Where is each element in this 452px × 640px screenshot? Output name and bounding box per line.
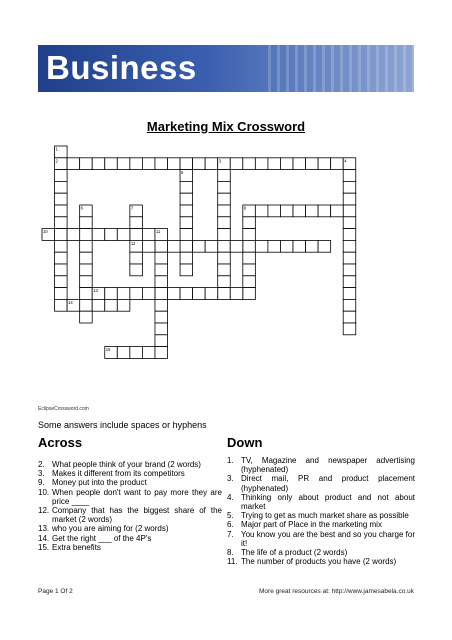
across-heading: Across xyxy=(38,435,83,450)
grid-cell[interactable] xyxy=(180,229,193,241)
grid-cell[interactable] xyxy=(343,264,356,276)
down-clue-list xyxy=(227,456,415,566)
clue-number-label: 1 xyxy=(55,146,58,152)
grid-cell[interactable] xyxy=(55,288,68,300)
grid-cell[interactable] xyxy=(55,217,68,229)
grid-cell[interactable] xyxy=(343,288,356,300)
grid-cell[interactable] xyxy=(230,240,243,252)
grid-cell[interactable] xyxy=(205,158,218,170)
clue-number: 15. xyxy=(38,542,50,552)
grid-cell[interactable] xyxy=(130,158,143,170)
grid-cell[interactable] xyxy=(155,264,168,276)
eclipse-credit: EclipseCrossword.com xyxy=(38,406,89,412)
grid-cell[interactable] xyxy=(243,264,256,276)
grid-cell[interactable] xyxy=(117,229,130,241)
grid-cell[interactable] xyxy=(55,170,68,182)
grid-cell[interactable] xyxy=(218,205,231,217)
clue-number-label: 10 xyxy=(43,229,48,235)
grid-cell[interactable] xyxy=(180,252,193,264)
clue-number: 13. xyxy=(38,524,50,534)
grid-cell[interactable] xyxy=(193,158,206,170)
clue-text: Thinking only about product and not about market xyxy=(241,492,415,512)
grid-cell[interactable] xyxy=(142,347,155,359)
clue-text: TV, Magazine and newspaper advertising (hyphenated) xyxy=(241,456,415,475)
grid-cell[interactable] xyxy=(180,264,193,276)
across-clue xyxy=(38,460,222,469)
grid-cell[interactable] xyxy=(343,193,356,205)
grid-cell[interactable] xyxy=(117,299,130,311)
clue-number-label: 5 xyxy=(181,170,184,176)
grid-cell[interactable] xyxy=(155,347,168,359)
clue-text: Direct mail, PR and product placement (hyphenated) xyxy=(241,474,415,493)
clue-number-label: 3 xyxy=(218,158,222,164)
clue-number: 9. xyxy=(38,478,45,488)
grid-cell[interactable] xyxy=(343,252,356,264)
grid-cell[interactable] xyxy=(293,205,306,217)
grid-cell[interactable] xyxy=(55,193,68,205)
across-clue xyxy=(38,506,222,524)
grid-cell[interactable] xyxy=(343,205,356,217)
grid-cell[interactable] xyxy=(105,229,118,241)
grid-cell[interactable] xyxy=(218,170,231,182)
down-clue xyxy=(227,456,415,474)
grid-cell[interactable] xyxy=(255,240,268,252)
grid-cell[interactable] xyxy=(142,288,155,300)
grid-cell[interactable] xyxy=(205,288,218,300)
hyphen-note: Some answers include spaces or hyphens xyxy=(38,420,207,430)
clue-number: 2. xyxy=(38,460,45,469)
grid-cell[interactable] xyxy=(55,181,68,193)
grid-cell[interactable] xyxy=(130,229,143,241)
clue-number-label: 2 xyxy=(55,158,58,164)
grid-cell[interactable] xyxy=(243,229,256,241)
clue-number-label: 7 xyxy=(130,205,134,211)
grid-cell[interactable] xyxy=(193,288,206,300)
grid-cell[interactable] xyxy=(168,158,181,170)
grid-cell[interactable] xyxy=(142,240,155,252)
down-clue xyxy=(227,548,415,557)
clue-text: What people think of your brand (2 words) xyxy=(52,460,201,469)
grid-cell[interactable] xyxy=(155,252,168,264)
grid-cell[interactable] xyxy=(155,323,168,335)
grid-cell[interactable] xyxy=(306,158,319,170)
grid-cell[interactable] xyxy=(268,240,281,252)
grid-cell[interactable] xyxy=(243,252,256,264)
grid-cell[interactable] xyxy=(306,205,319,217)
grid-cell[interactable] xyxy=(80,299,93,311)
grid-cell[interactable] xyxy=(343,170,356,182)
grid-cell[interactable] xyxy=(80,158,93,170)
clue-text: Trying to get as much market share as possible xyxy=(241,511,409,521)
clue-number: 3. xyxy=(38,469,45,479)
grid-cell[interactable] xyxy=(218,217,231,229)
clue-number: 4. xyxy=(227,492,234,502)
clue-number: 8. xyxy=(227,548,234,558)
grid-cell[interactable] xyxy=(130,288,143,300)
grid-cell[interactable] xyxy=(117,347,130,359)
down-clue xyxy=(227,520,415,529)
clue-text: Company that has the biggest share of the market (2 words) xyxy=(52,506,222,525)
grid-cell[interactable] xyxy=(205,240,218,252)
clue-number: 14. xyxy=(38,533,50,543)
grid-cell[interactable] xyxy=(117,158,130,170)
across-clue xyxy=(38,534,222,543)
clue-number: 3. xyxy=(227,474,234,484)
clue-number-label: 14 xyxy=(68,300,73,305)
grid-cell[interactable] xyxy=(343,229,356,241)
grid-cell[interactable] xyxy=(318,240,331,252)
grid-cell[interactable] xyxy=(67,158,80,170)
grid-cell[interactable] xyxy=(92,229,105,241)
grid-cell[interactable] xyxy=(193,240,206,252)
grid-cell[interactable] xyxy=(243,240,256,252)
grid-cell[interactable] xyxy=(80,240,93,252)
across-clue xyxy=(38,524,222,533)
grid-cell[interactable] xyxy=(243,158,256,170)
clue-text: Major part of Place in the marketing mix xyxy=(241,520,382,530)
grid-cell[interactable] xyxy=(180,288,193,300)
across-clue xyxy=(38,543,222,552)
clue-text: The number of products you have (2 words) xyxy=(241,557,397,567)
down-clue xyxy=(227,474,415,492)
across-clue-list xyxy=(38,460,222,552)
grid-cell[interactable] xyxy=(80,252,93,264)
down-clue xyxy=(227,557,415,566)
grid-cell[interactable] xyxy=(55,276,68,288)
grid-cell[interactable] xyxy=(180,193,193,205)
grid-cell[interactable] xyxy=(218,264,231,276)
grid-cell[interactable] xyxy=(268,205,281,217)
across-clue xyxy=(38,488,222,506)
grid-cell[interactable] xyxy=(130,217,143,229)
grid-cell[interactable] xyxy=(230,288,243,300)
grid-cell[interactable] xyxy=(168,240,181,252)
grid-cell[interactable] xyxy=(55,299,68,311)
grid-cell[interactable] xyxy=(55,264,68,276)
grid-cell[interactable] xyxy=(105,288,118,300)
page-number: Page 1 Of 2 xyxy=(38,588,73,595)
down-heading: Down xyxy=(227,435,263,450)
grid-cell[interactable] xyxy=(343,240,356,252)
grid-cell[interactable] xyxy=(105,158,118,170)
clue-number: 7. xyxy=(227,529,234,539)
grid-cell[interactable] xyxy=(155,158,168,170)
grid-cell[interactable] xyxy=(80,264,93,276)
clue-text: Extra benefits xyxy=(52,542,101,552)
clue-number-label: 13 xyxy=(93,288,98,294)
grid-cell[interactable] xyxy=(130,347,143,359)
grid-cell[interactable] xyxy=(331,205,344,217)
grid-cell[interactable] xyxy=(218,181,231,193)
grid-cell[interactable] xyxy=(92,299,105,311)
grid-cell[interactable] xyxy=(55,229,68,241)
grid-cell[interactable] xyxy=(218,252,231,264)
grid-cell[interactable] xyxy=(343,276,356,288)
clue-text: Get the right ___ of the 4P's xyxy=(52,533,152,543)
grid-cell[interactable] xyxy=(67,229,80,241)
grid-cell[interactable] xyxy=(255,205,268,217)
grid-cell[interactable] xyxy=(168,288,181,300)
grid-cell[interactable] xyxy=(218,276,231,288)
grid-cell[interactable] xyxy=(218,193,231,205)
grid-cell[interactable] xyxy=(318,205,331,217)
grid-cell[interactable] xyxy=(343,299,356,311)
grid-cell[interactable] xyxy=(218,240,231,252)
clue-number-label: 11 xyxy=(155,229,161,235)
grid-cell[interactable] xyxy=(343,217,356,229)
grid-cell[interactable] xyxy=(280,158,293,170)
clue-number-label: 12 xyxy=(130,241,136,246)
grid-cell[interactable] xyxy=(318,158,331,170)
grid-cell[interactable] xyxy=(105,299,118,311)
grid-cell[interactable] xyxy=(155,311,168,323)
grid-cell[interactable] xyxy=(155,276,168,288)
clue-number: 12. xyxy=(38,506,50,516)
grid-cell[interactable] xyxy=(180,217,193,229)
clue-text: Money put into the product xyxy=(52,478,147,488)
grid-cell[interactable] xyxy=(155,299,168,311)
grid-cell[interactable] xyxy=(243,276,256,288)
grid-cell[interactable] xyxy=(155,335,168,347)
grid-cell[interactable] xyxy=(155,240,168,252)
grid-cell[interactable] xyxy=(331,158,344,170)
grid-cell[interactable] xyxy=(180,158,193,170)
grid-cell[interactable] xyxy=(280,240,293,252)
across-clue xyxy=(38,469,222,478)
grid-cell[interactable] xyxy=(155,288,168,300)
grid-cell[interactable] xyxy=(142,158,155,170)
grid-cell[interactable] xyxy=(280,205,293,217)
grid-cell[interactable] xyxy=(243,217,256,229)
clue-text: Makes it different from its competitors xyxy=(52,469,185,479)
grid-cell[interactable] xyxy=(306,240,319,252)
grid-cell[interactable] xyxy=(80,217,93,229)
clue-number-label: 9 xyxy=(243,205,247,211)
grid-cell[interactable] xyxy=(230,158,243,170)
grid-cell[interactable] xyxy=(343,323,356,335)
clue-text: When people don't want to pay more they are price ____ xyxy=(52,487,222,506)
grid-cell[interactable] xyxy=(130,264,143,276)
grid-cell[interactable] xyxy=(180,205,193,217)
clue-number-label: 6 xyxy=(80,205,83,211)
down-clue xyxy=(227,493,415,511)
grid-cell[interactable] xyxy=(92,158,105,170)
across-clue xyxy=(38,478,222,487)
grid-cell[interactable] xyxy=(218,288,231,300)
grid-cell[interactable] xyxy=(80,311,93,323)
grid-cell[interactable] xyxy=(80,288,93,300)
crossword-title: Marketing Mix Crossword xyxy=(146,119,306,134)
grid-cell[interactable] xyxy=(55,252,68,264)
clue-number: 6. xyxy=(227,520,234,530)
clue-text: The life of a product (2 words) xyxy=(241,548,348,558)
grid-cell[interactable] xyxy=(243,288,256,300)
clue-number: 1. xyxy=(227,456,234,465)
grid-cell[interactable] xyxy=(293,240,306,252)
clue-number-label: 4 xyxy=(344,158,347,164)
grid-cell[interactable] xyxy=(80,276,93,288)
grid-cell[interactable] xyxy=(218,229,231,241)
grid-cell[interactable] xyxy=(180,181,193,193)
grid-cell[interactable] xyxy=(117,288,130,300)
grid-cell[interactable] xyxy=(180,240,193,252)
grid-cell[interactable] xyxy=(80,229,93,241)
grid-cell[interactable] xyxy=(130,252,143,264)
clue-number: 11. xyxy=(227,557,238,567)
clue-number: 5. xyxy=(227,511,234,521)
resources-link: More great resources at: http://www.jamesabela.co.uk xyxy=(259,588,414,595)
grid-cell[interactable] xyxy=(55,205,68,217)
grid-cell[interactable] xyxy=(293,158,306,170)
banner-title: Business xyxy=(46,49,197,86)
grid-cell[interactable] xyxy=(268,158,281,170)
grid-cell[interactable] xyxy=(142,229,155,241)
grid-cell[interactable] xyxy=(255,158,268,170)
grid-cell[interactable] xyxy=(343,181,356,193)
clue-number: 10. xyxy=(38,487,50,497)
grid-cell[interactable] xyxy=(55,240,68,252)
down-clue xyxy=(227,511,415,520)
grid-cell[interactable] xyxy=(343,311,356,323)
clue-text: who you are aiming for (2 words) xyxy=(52,524,169,534)
clue-number-label: 15 xyxy=(105,347,111,353)
down-clue xyxy=(227,530,415,548)
clue-text: You know you are the best and so you charge for it! xyxy=(241,529,415,548)
